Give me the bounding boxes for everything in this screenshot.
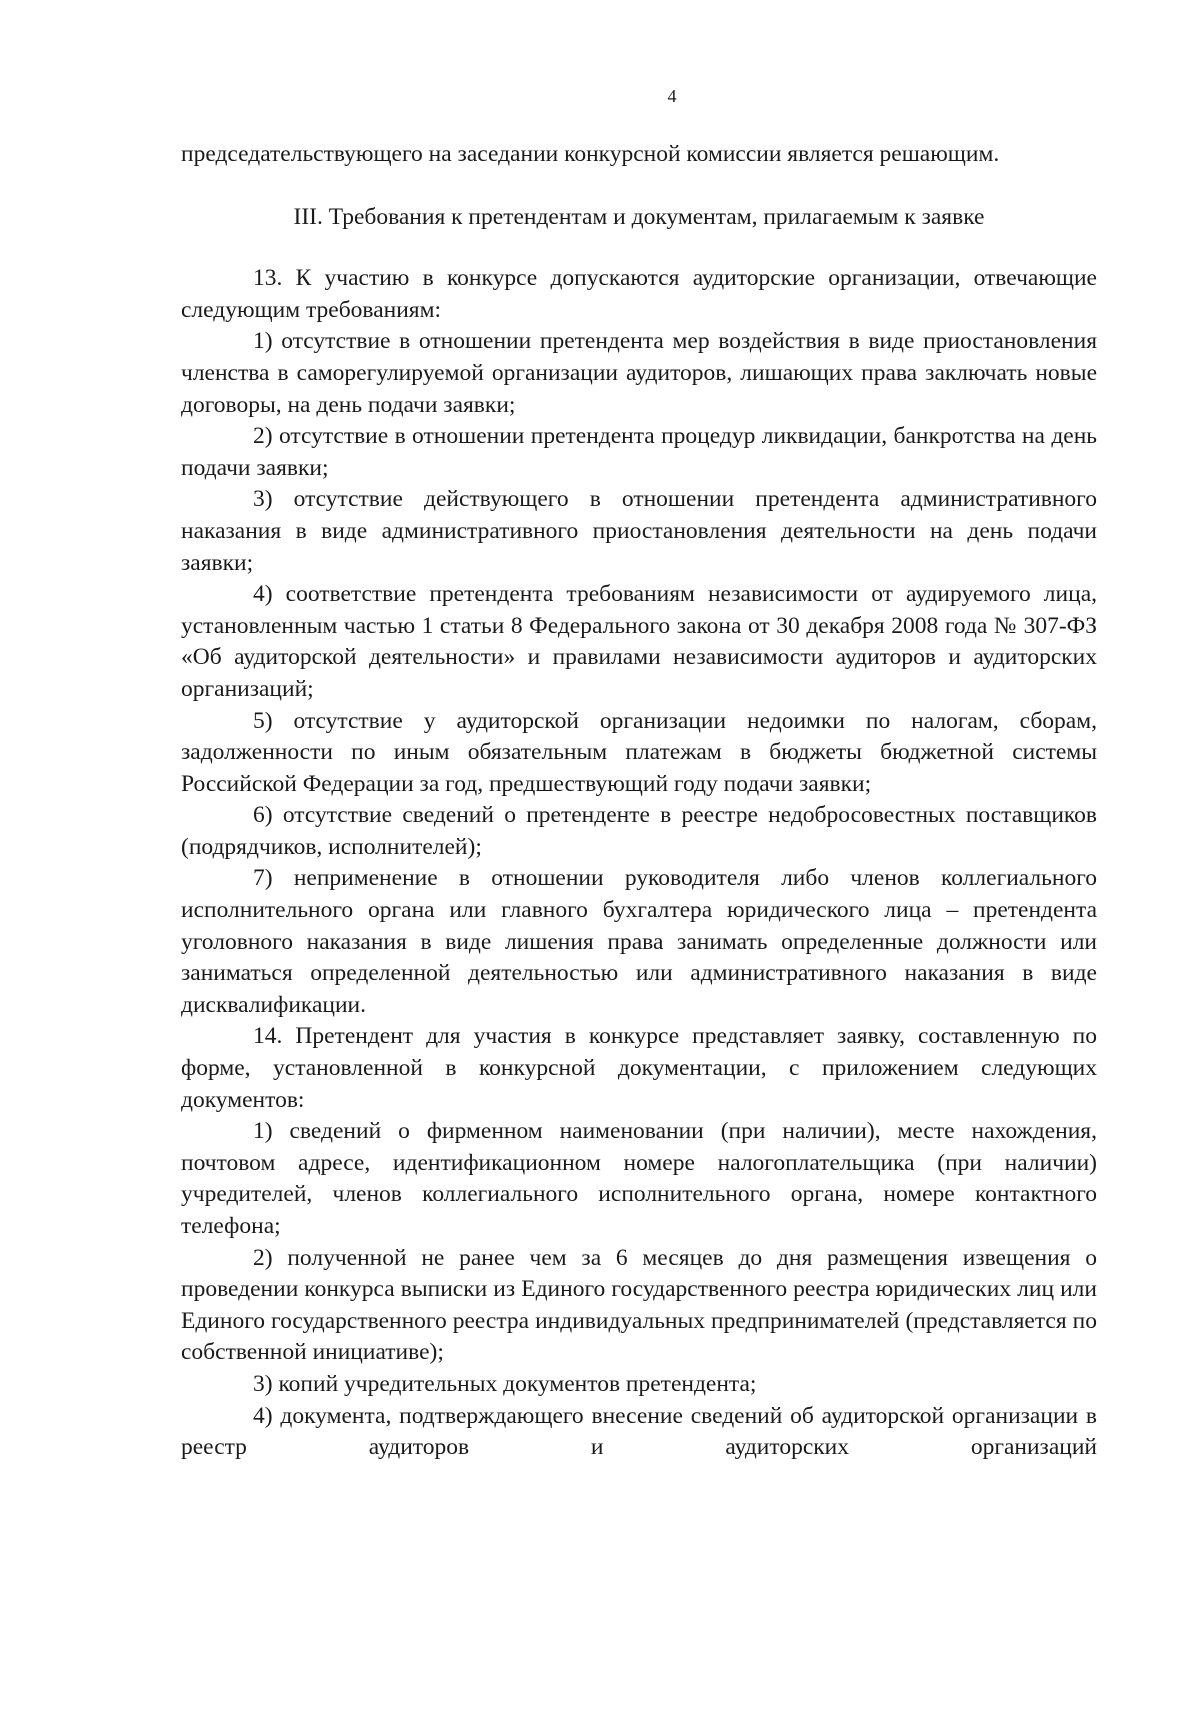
item-13-subitem-6: 6) отсутствие сведений о претенденте в реестре недобросовестных поставщиков (подрядчиков, исполнителей);	[181, 802, 1097, 860]
item-13-subitem-5: 5) отсутствие у аудиторской организации недоимки по налогам, сборам, задолженности по иным обязательным платежам в бюджеты бюджетной системы Российской Федерации за год, предшествующий году подачи заявки;	[181, 707, 1097, 797]
item-13-subitem-2: 2) отсутствие в отношении претендента процедур ликвидации, банкротства на день подачи заявки;	[181, 423, 1097, 481]
item-13-subitem-1: 1) отсутствие в отношении претендента мер воздействия в виде приостановления членства в саморегулируемой организации аудиторов, лишающих права заключать новые договоры, на день подачи заявки;	[181, 328, 1097, 418]
intro-paragraph: председательствующего на заседании конкурсной комиссии является решающим.	[181, 141, 1000, 167]
item-13-subitem-3: 3) отсутствие действующего в отношении претендента административного наказания в виде административного приостановления деятельности на день подачи заявки;	[181, 486, 1097, 576]
document-body	[181, 139, 1097, 1464]
page-number: 4	[667, 86, 677, 106]
item-14-lead: 14. Претендент для участия в конкурсе представляет заявку, составленную по форме, установленной в конкурсной документации, с приложением следующих документов:	[181, 1023, 1097, 1113]
item-14-subitem-4: 4) документа, подтверждающего внесение сведений об аудиторской организации в реестр аудиторов и аудиторских организаций	[181, 1402, 1097, 1461]
item-13-lead: 13. К участию в конкурсе допускаются аудиторские организации, отвечающие следующим требованиям:	[181, 265, 1097, 323]
section-heading: III. Требования к претендентам и документам, прилагаемым к заявке	[293, 203, 985, 230]
item-14-subitem-3: 3) копий учредительных документов претендента;	[253, 1370, 757, 1397]
item-14-subitem-2: 2) полученной не ранее чем за 6 месяцев до дня размещения извещения о проведении конкурса выписки из Единого государственного реестра юридических лиц или Единого государственного реестра индивидуальных предпринимателей (представляется по собственной инициативе);	[181, 1244, 1097, 1366]
item-14-subitem-1: 1) сведений о фирменном наименовании (при наличии), месте нахождения, почтовом адресе, идентификационном номере налогоплательщика (при наличии) учредителей, членов коллегиального исполнительного органа, номере контактного телефона;	[181, 1118, 1097, 1239]
item-13-subitem-4: 4) соответствие претендента требованиям независимости от аудируемого лица, установленным частью 1 статьи 8 Федерального закона от 30 декабря 2008 года № 307-ФЗ «Об аудиторской деятельности» и правилами независимости аудиторов и аудиторских организаций;	[181, 581, 1097, 702]
item-13-subitem-7: 7) неприменение в отношении руководителя либо членов коллегиального исполнительного органа или главного бухгалтера юридического лица – претендента уголовного наказания в виде лишения права занимать определенные должности или заниматься определенной деятельностью или административного наказания в виде дисквалификации.	[181, 865, 1097, 1018]
